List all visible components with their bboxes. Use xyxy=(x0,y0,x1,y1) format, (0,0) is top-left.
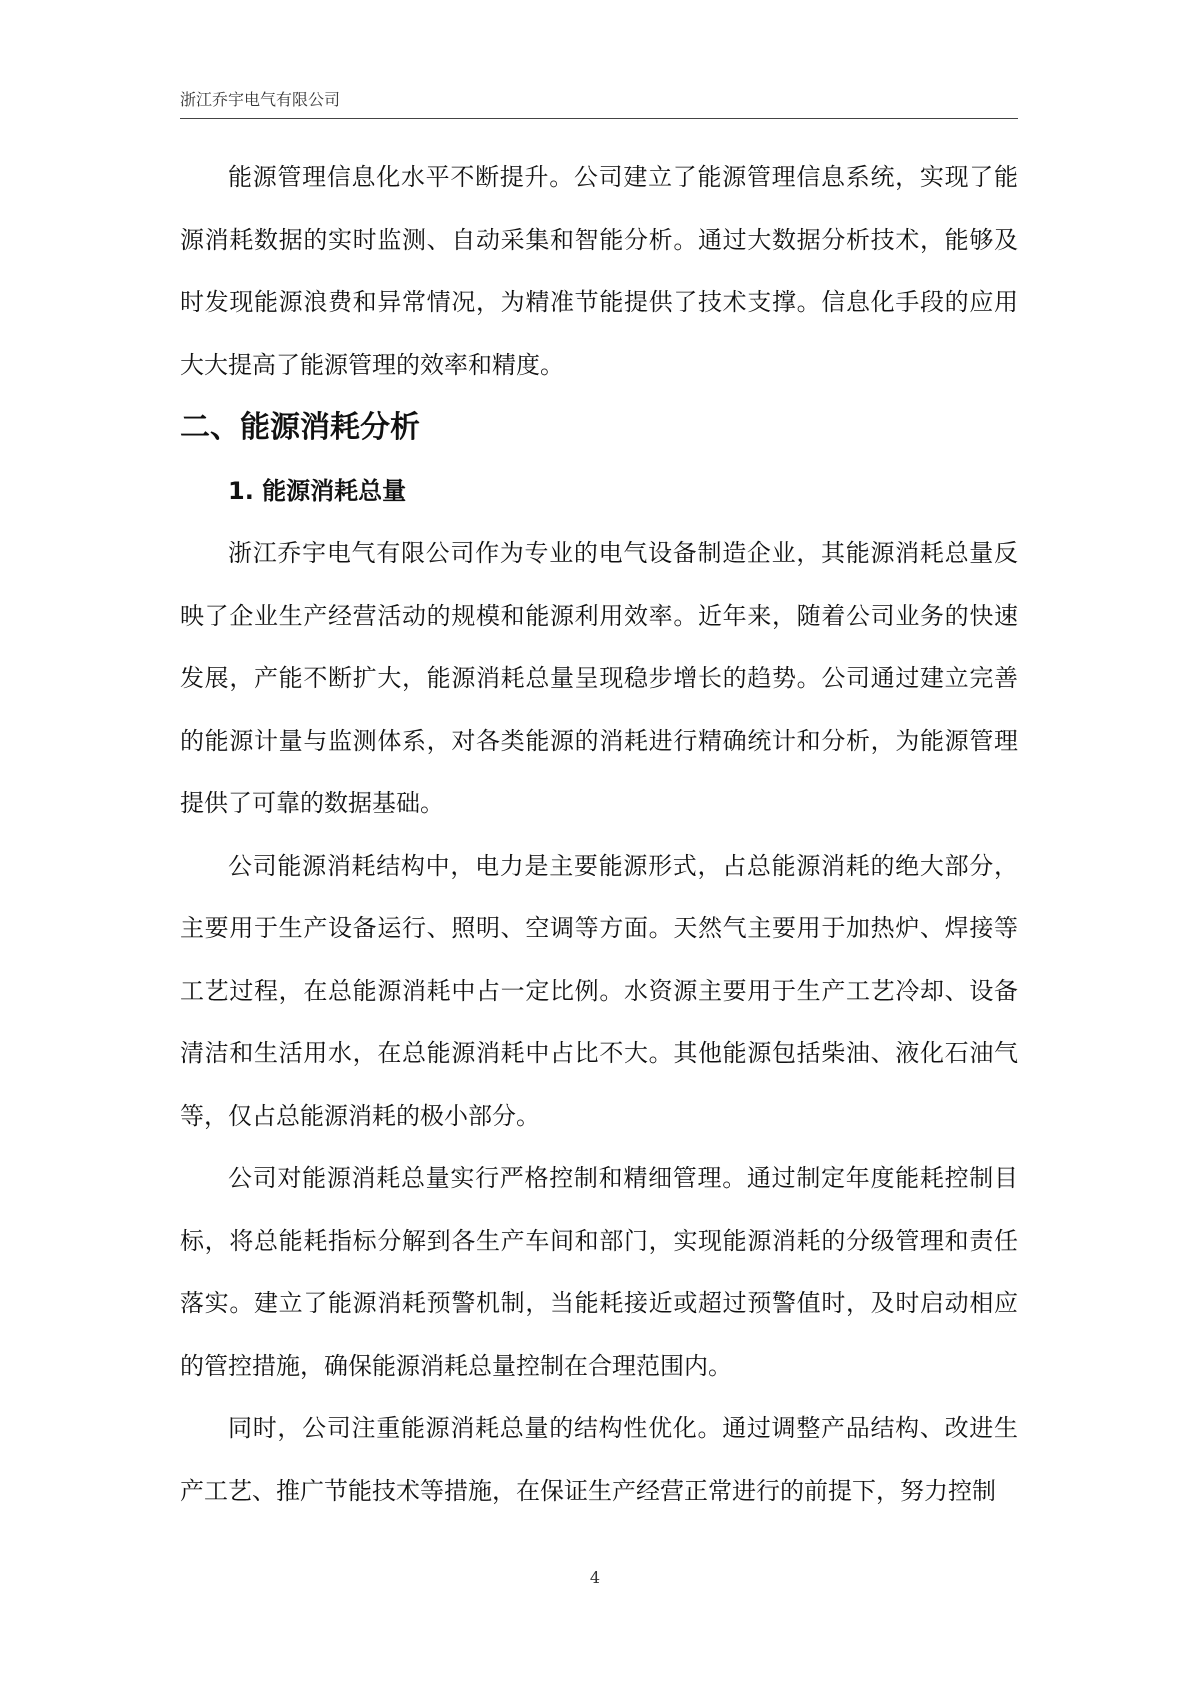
body-paragraph: 公司能源消耗结构中，电力是主要能源形式，占总能源消耗的绝大部分，主要用于生产设备运行、照明、空调等方面。天然气主要用于加热炉、焊接等工艺过程，在总能源消耗中占一定比例。水资源主要用于生产工艺冷却、设备清洁和生活用水，在总能源消耗中占比不大。其他能源包括柴油、液化石油气等，仅占总能源消耗的极小部分。 xyxy=(180,851,1018,1130)
header-company-name: 浙江乔宇电气有限公司 xyxy=(180,90,341,109)
section-heading: 二、能源消耗分析 xyxy=(180,410,420,445)
intro-paragraph: 能源管理信息化水平不断提升。公司建立了能源管理信息系统，实现了能源消耗数据的实时监测、自动采集和智能分析。通过大数据分析技术，能够及时发现能源浪费和异常情况，为精准节能提供了技术支撑。信息化手段的应用大大提高了能源管理的效率和精度。 xyxy=(180,163,1018,379)
body-paragraph: 同时，公司注重能源消耗总量的结构性优化。通过调整产品结构、改进生产工艺、推广节能技术等措施，在保证生产经营正常进行的前提下，努力控制 xyxy=(180,1414,1018,1505)
subsection-heading: 1. 能源消耗总量 xyxy=(228,477,407,505)
document-body xyxy=(180,146,1018,1522)
body-paragraph: 公司对能源消耗总量实行严格控制和精细管理。通过制定年度能耗控制目标，将总能耗指标分解到各生产车间和部门，实现能源消耗的分级管理和责任落实。建立了能源消耗预警机制，当能耗接近或超过预警值时，及时启动相应的管控措施，确保能源消耗总量控制在合理范围内。 xyxy=(180,1164,1018,1380)
body-paragraph: 浙江乔宇电气有限公司作为专业的电气设备制造企业，其能源消耗总量反映了企业生产经营活动的规模和能源利用效率。近年来，随着公司业务的快速发展，产能不断扩大，能源消耗总量呈现稳步增长的趋势。公司通过建立完善的能源计量与监测体系，对各类能源的消耗进行精确统计和分析，为能源管理提供了可靠的数据基础。 xyxy=(180,539,1018,817)
page-header xyxy=(180,88,1018,119)
page-number: 4 xyxy=(589,1568,601,1587)
